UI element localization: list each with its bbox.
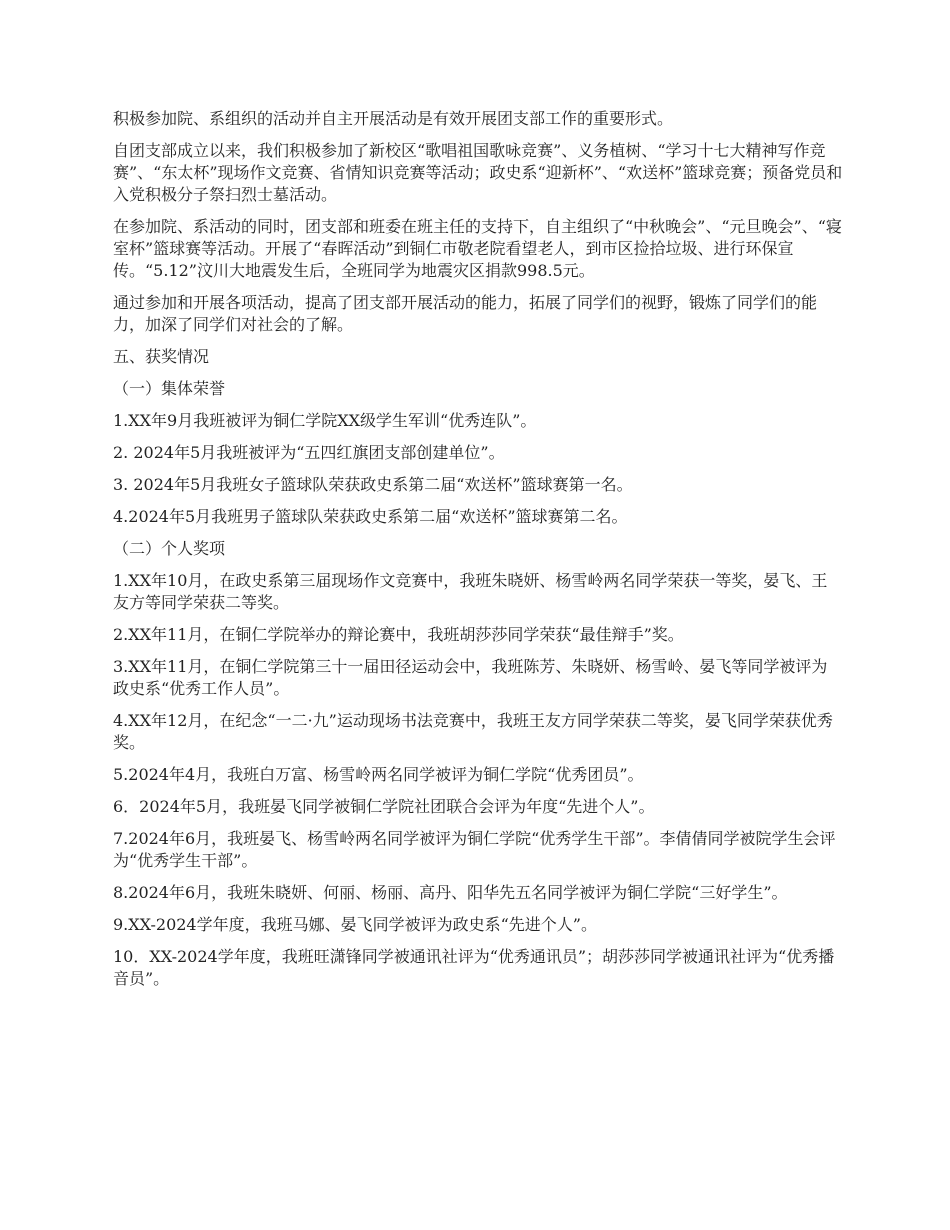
individual-award-item-7: 7.2024年6月，我班晏飞、杨雪岭两名同学被评为铜仁学院“优秀学生干部”。李倩倩同学被院学生会评为“优秀学生干部”。 — [113, 829, 836, 870]
collective-honor-item-2: 2. 2024年5月我班被评为“五四红旗团支部创建单位”。 — [113, 443, 505, 462]
collective-honor-item-3: 3. 2024年5月我班女子篮球队荣获政史系第二届“欢送杯”篮球赛第一名。 — [113, 475, 633, 494]
paragraph-activities-intro: 积极参加院、系组织的活动并自主开展活动是有效开展团支部工作的重要形式。 — [113, 109, 674, 128]
individual-award-item-3: 3.XX年11月，在铜仁学院第三十一届田径运动会中，我班陈芳、朱晓妍、杨雪岭、晏飞等同学被评为政史系“优秀工作人员”。 — [113, 657, 828, 698]
section-heading-awards: 五、获奖情况 — [113, 347, 210, 366]
individual-award-item-8: 8.2024年6月，我班朱晓妍、何丽、杨丽、高丹、阳华先五名同学被评为铜仁学院“三好学生”。 — [113, 883, 788, 902]
individual-award-item-1: 1.XX年10月，在政史系第三届现场作文竞赛中，我班朱晓妍、杨雪岭两名同学荣获一等奖，晏飞、王友方等同学荣获二等奖。 — [113, 571, 828, 612]
collective-honor-item-4: 4.2024年5月我班男子篮球队荣获政史系第二届“欢送杯”篮球赛第二名。 — [113, 507, 628, 526]
individual-award-item-2: 2.XX年11月，在铜仁学院举办的辩论赛中，我班胡莎莎同学荣获“最佳辩手”奖。 — [113, 625, 684, 644]
individual-award-item-6: 6．2024年5月，我班晏飞同学被铜仁学院社团联合会评为年度“先进个人”。 — [113, 797, 655, 816]
subheading-collective-honors: （一）集体荣誉 — [113, 379, 226, 398]
paragraph-activities-self-organized: 在参加院、系活动的同时，团支部和班委在班主任的支持下，自主组织了“中秋晚会”、“元旦晚会”、“寝室杯”篮球赛等活动。开展了“春晖活动”到铜仁市敬老院看望老人，到市区捡拾垃圾、进行环保宣传。“5.12”汶川大地震发生后，全班同学为地震灾区捐款998.5元。 — [113, 217, 842, 280]
individual-award-item-9: 9.XX-2024学年度，我班马娜、晏飞同学被评为政史系“先进个人”。 — [113, 915, 597, 934]
document-body — [113, 108, 843, 1000]
subheading-individual-awards: （二）个人奖项 — [113, 539, 226, 558]
collective-honor-item-1: 1.XX年9月我班被评为铜仁学院XX级学生军训“优秀连队”。 — [113, 411, 537, 430]
individual-award-item-5: 5.2024年4月，我班白万富、杨雪岭两名同学被评为铜仁学院“优秀团员”。 — [113, 765, 644, 784]
individual-award-item-10: 10．XX-2024学年度，我班旺潇锋同学被通讯社评为“优秀通讯员”；胡莎莎同学被通讯社评为“优秀播音员”。 — [113, 947, 835, 988]
paragraph-activities-summary: 通过参加和开展各项活动，提高了团支部开展活动的能力，拓展了同学们的视野，锻炼了同学们的能力，加深了同学们对社会的了解。 — [113, 293, 818, 334]
paragraph-activities-participated: 自团支部成立以来，我们积极参加了新校区“歌唱祖国歌咏竞赛”、义务植树、“学习十七大精神写作竞赛”、“东太杯”现场作文竞赛、省情知识竞赛等活动；政史系“迎新杯”、“欢送杯”篮球竞赛；预备党员和入党积极分子祭扫烈士墓活动。 — [113, 141, 843, 204]
individual-award-item-4: 4.XX年12月，在纪念“一二·九”运动现场书法竞赛中，我班王友方同学荣获二等奖，晏飞同学荣获优秀奖。 — [113, 711, 833, 752]
